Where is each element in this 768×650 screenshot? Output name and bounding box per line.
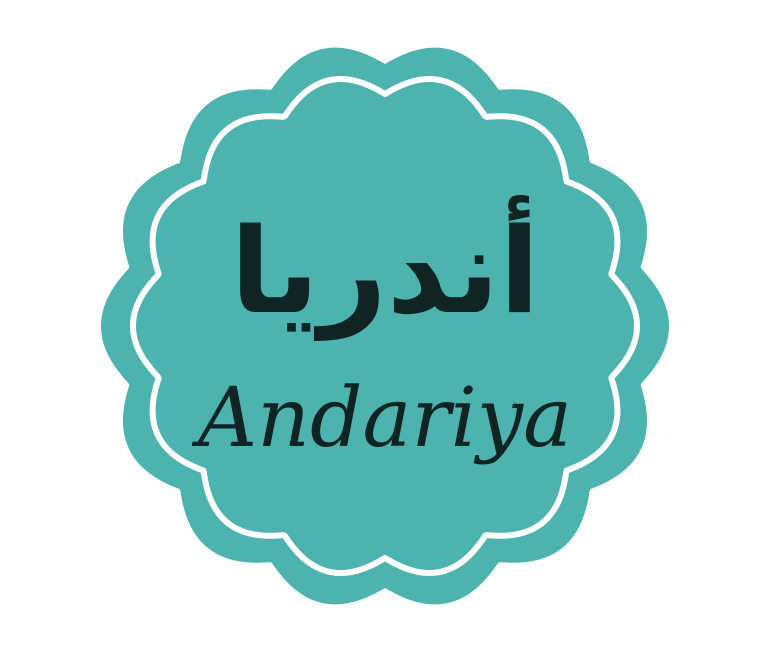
latin-brand-name: Andariya (197, 371, 573, 466)
logo-lettering (191, 194, 572, 466)
arabic-calligraphy: أندريا (230, 202, 540, 340)
